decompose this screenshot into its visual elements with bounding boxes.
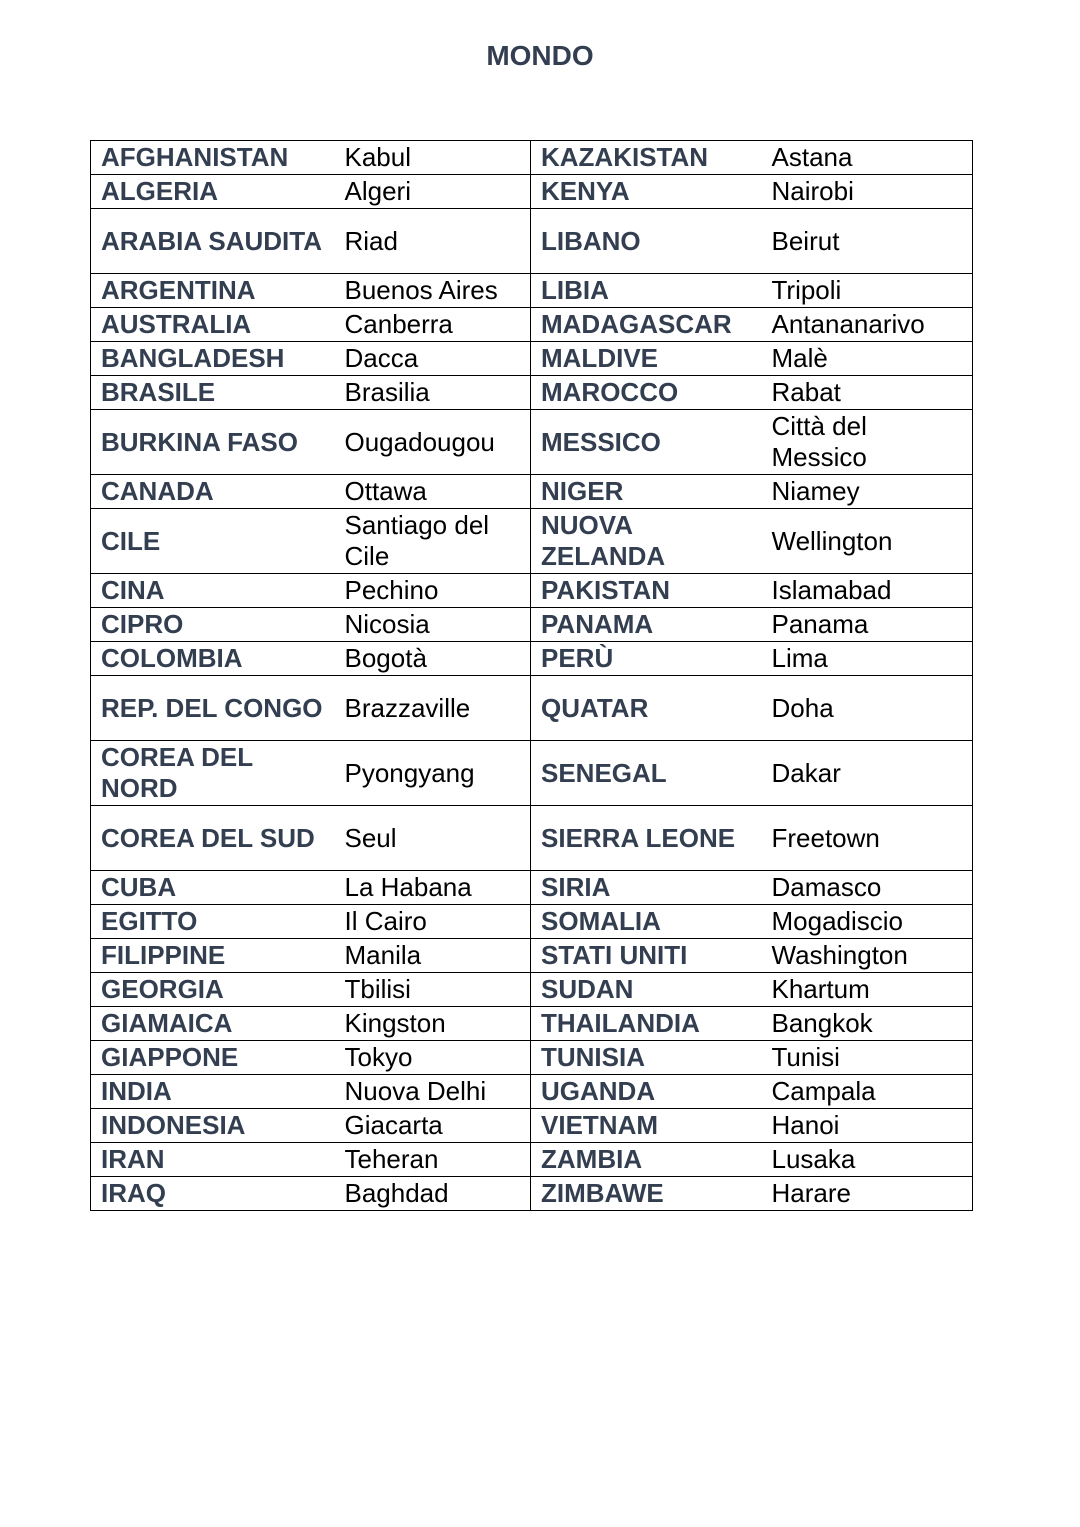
country-cell: CINA [91, 574, 335, 608]
country-cell: ZIMBAWE [531, 1177, 762, 1211]
capital-cell: Panama [762, 608, 973, 642]
country-cell: MESSICO [531, 410, 762, 475]
country-cell: ARABIA SAUDITA [91, 209, 335, 274]
capital-cell: Freetown [762, 806, 973, 871]
country-cell: CANADA [91, 475, 335, 509]
capital-cell: Pyongyang [335, 741, 531, 806]
capital-cell: Harare [762, 1177, 973, 1211]
capital-cell: Giacarta [335, 1109, 531, 1143]
country-cell: COREA DEL SUD [91, 806, 335, 871]
capital-cell: Teheran [335, 1143, 531, 1177]
table-row [91, 1041, 973, 1075]
country-cell: LIBIA [531, 274, 762, 308]
table-row [91, 973, 973, 1007]
table-row [91, 475, 973, 509]
country-cell: UGANDA [531, 1075, 762, 1109]
capital-cell: Seul [335, 806, 531, 871]
table-row [91, 274, 973, 308]
country-cell: INDIA [91, 1075, 335, 1109]
capital-cell: Beirut [762, 209, 973, 274]
capital-cell: Campala [762, 1075, 973, 1109]
country-cell: BANGLADESH [91, 342, 335, 376]
table-row [91, 939, 973, 973]
country-cell: PAKISTAN [531, 574, 762, 608]
table-row [91, 1075, 973, 1109]
country-cell: COLOMBIA [91, 642, 335, 676]
country-cell: COREA DEL NORD [91, 741, 335, 806]
capital-cell: La Habana [335, 871, 531, 905]
country-cell: GIAPPONE [91, 1041, 335, 1075]
capital-cell: Mogadiscio [762, 905, 973, 939]
capital-cell: Nairobi [762, 175, 973, 209]
table-row [91, 1109, 973, 1143]
capital-cell: Kingston [335, 1007, 531, 1041]
table-row [91, 905, 973, 939]
capital-cell: Malè [762, 342, 973, 376]
country-cell: MADAGASCAR [531, 308, 762, 342]
country-cell: CILE [91, 509, 335, 574]
table-row [91, 676, 973, 741]
country-cell: SENEGAL [531, 741, 762, 806]
capital-cell: Manila [335, 939, 531, 973]
country-cell: BRASILE [91, 376, 335, 410]
capital-cell: Nuova Delhi [335, 1075, 531, 1109]
table-row [91, 410, 973, 475]
capital-cell: Islamabad [762, 574, 973, 608]
table-row [91, 642, 973, 676]
country-cell: STATI UNITI [531, 939, 762, 973]
table-row [91, 871, 973, 905]
capital-cell: Damasco [762, 871, 973, 905]
capital-cell: Santiago del Cile [335, 509, 531, 574]
capital-cell: Baghdad [335, 1177, 531, 1211]
table-row [91, 509, 973, 574]
capital-cell: Ottawa [335, 475, 531, 509]
capital-cell: Bogotà [335, 642, 531, 676]
country-cell: BURKINA FASO [91, 410, 335, 475]
country-cell: EGITTO [91, 905, 335, 939]
country-cell: IRAN [91, 1143, 335, 1177]
table-row [91, 741, 973, 806]
country-cell: SUDAN [531, 973, 762, 1007]
country-cell: AUSTRALIA [91, 308, 335, 342]
country-cell: CUBA [91, 871, 335, 905]
table-row [91, 376, 973, 410]
capital-cell: Tunisi [762, 1041, 973, 1075]
capital-cell: Brasilia [335, 376, 531, 410]
capital-cell: Tripoli [762, 274, 973, 308]
country-cell: TUNISIA [531, 1041, 762, 1075]
country-cell: ALGERIA [91, 175, 335, 209]
capital-cell: Bangkok [762, 1007, 973, 1041]
table-row [91, 209, 973, 274]
country-cell: PERÙ [531, 642, 762, 676]
capital-cell: Wellington [762, 509, 973, 574]
capital-cell: Hanoi [762, 1109, 973, 1143]
capital-cell: Tokyo [335, 1041, 531, 1075]
country-cell: AFGHANISTAN [91, 141, 335, 175]
capital-cell: Ougadougou [335, 410, 531, 475]
capital-cell: Nicosia [335, 608, 531, 642]
capital-cell: Washington [762, 939, 973, 973]
table-row [91, 1143, 973, 1177]
country-cell: GIAMAICA [91, 1007, 335, 1041]
capital-cell: Lima [762, 642, 973, 676]
page-title: MONDO [486, 40, 594, 71]
capital-cell: Rabat [762, 376, 973, 410]
table-row [91, 141, 973, 175]
country-cell: PANAMA [531, 608, 762, 642]
table-row [91, 1177, 973, 1211]
capital-cell: Pechino [335, 574, 531, 608]
country-cell: MAROCCO [531, 376, 762, 410]
capital-cell: Il Cairo [335, 905, 531, 939]
country-cell: ARGENTINA [91, 274, 335, 308]
capital-cell: Kabul [335, 141, 531, 175]
country-cell: MALDIVE [531, 342, 762, 376]
table-body [91, 141, 973, 1211]
capital-cell: Dacca [335, 342, 531, 376]
table-row [91, 175, 973, 209]
table-row [91, 608, 973, 642]
country-cell: NIGER [531, 475, 762, 509]
country-cell: QUATAR [531, 676, 762, 741]
capital-cell: Antananarivo [762, 308, 973, 342]
capital-cell: Canberra [335, 308, 531, 342]
table-row [91, 574, 973, 608]
table-row [91, 308, 973, 342]
country-cell: KAZAKISTAN [531, 141, 762, 175]
country-cell: INDONESIA [91, 1109, 335, 1143]
capital-cell: Riad [335, 209, 531, 274]
table-row [91, 806, 973, 871]
country-cell: FILIPPINE [91, 939, 335, 973]
capital-cell: Algeri [335, 175, 531, 209]
capital-cell: Niamey [762, 475, 973, 509]
country-cell: ZAMBIA [531, 1143, 762, 1177]
country-cell: VIETNAM [531, 1109, 762, 1143]
capital-cell: Lusaka [762, 1143, 973, 1177]
table-row [91, 1007, 973, 1041]
country-cell: KENYA [531, 175, 762, 209]
capital-cell: Città del Messico [762, 410, 973, 475]
country-cell: SIRIA [531, 871, 762, 905]
capital-cell: Brazzaville [335, 676, 531, 741]
capital-cell: Astana [762, 141, 973, 175]
country-cell: CIPRO [91, 608, 335, 642]
capital-cell: Doha [762, 676, 973, 741]
capital-cell: Khartum [762, 973, 973, 1007]
country-cell: LIBANO [531, 209, 762, 274]
capital-cell: Tbilisi [335, 973, 531, 1007]
country-cell: THAILANDIA [531, 1007, 762, 1041]
country-cell: IRAQ [91, 1177, 335, 1211]
country-cell: NUOVA ZELANDA [531, 509, 762, 574]
country-cell: SIERRA LEONE [531, 806, 762, 871]
capital-cell: Dakar [762, 741, 973, 806]
country-cell: REP. DEL CONGO [91, 676, 335, 741]
table-row [91, 342, 973, 376]
capital-cell: Buenos Aires [335, 274, 531, 308]
country-cell: GEORGIA [91, 973, 335, 1007]
country-cell: SOMALIA [531, 905, 762, 939]
countries-capitals-table [90, 140, 973, 1211]
